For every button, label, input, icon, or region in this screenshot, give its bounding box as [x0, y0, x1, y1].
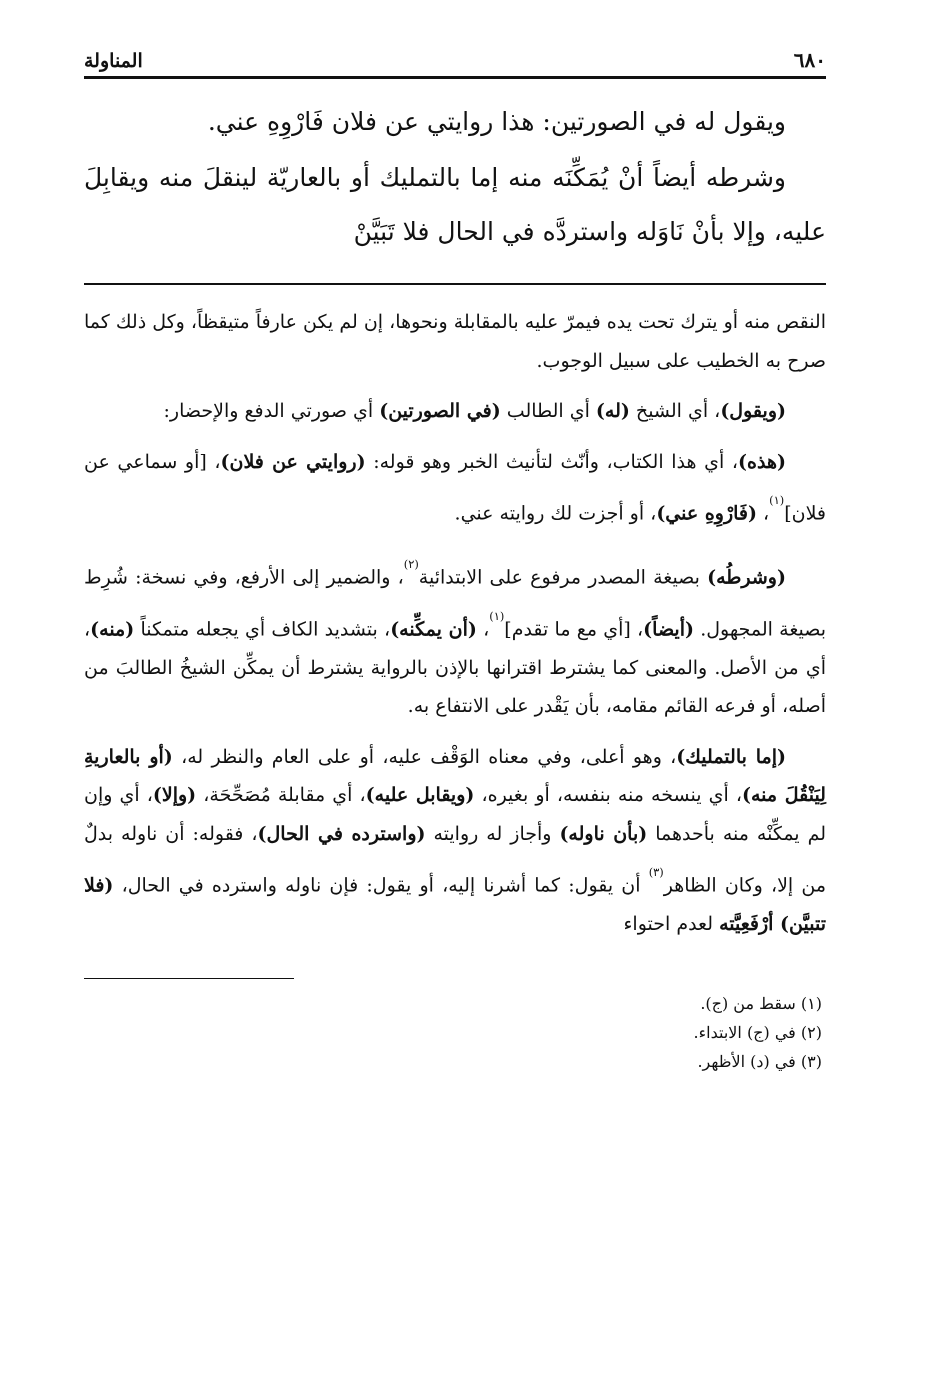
footnote-ref: (٣)	[648, 865, 664, 880]
matn-paragraph-1: ويقول له في الصورتين: هذا روايتي عن فلان فَارْوِهِ عني.	[207, 107, 786, 136]
footnote-ref: (١)	[489, 608, 505, 623]
text-run: أي الطالب	[500, 400, 596, 422]
text-run: ، [أي مع ما تقدم]	[504, 618, 644, 641]
quoted-term: (أن يمكِّنه)	[390, 618, 477, 641]
text-run: ، أي من الأصل. والمعنى كما يشترط اقترانها بالإذن بالرواية يشترط أن يمكِّن الشيخُ الطالبَ من أصله، أو فرعه القائم مقامه، بأن يَقْدر على الانتفاع به.	[84, 618, 826, 718]
text-run: لعدم احتواء	[623, 913, 720, 936]
footnote-ref: (٢)	[403, 556, 419, 571]
footnote-3: (٣) في (د) الأظهر.	[697, 1051, 822, 1071]
footnote-separator-rule	[84, 978, 294, 979]
footnote-ref: (١)	[769, 493, 785, 507]
quoted-term: (فلا تتبيَّن)	[84, 874, 826, 936]
section-title: المناولة	[84, 50, 143, 72]
commentary-paragraph-3	[84, 443, 826, 533]
quoted-term: (واسترده في الحال)	[257, 822, 426, 845]
text-run: ،	[757, 502, 770, 525]
quoted-term: أرْفَعِيَّته	[719, 913, 781, 936]
text-separator-rule	[84, 283, 826, 285]
quoted-term: (له)	[595, 400, 630, 422]
quoted-term: (فَارْوِهِ عني)	[656, 502, 757, 525]
text-run: ، أي مقابلة مُصَحِّحَة،	[196, 784, 366, 807]
text-run: أي صورتي الدفع والإحضار:	[163, 400, 380, 422]
quoted-term: (منه)	[90, 618, 135, 641]
quoted-term: (وإلا)	[152, 784, 197, 807]
text-run: وأجاز له روايته	[425, 822, 560, 845]
text-run: ، والضمير إلى الأرفع، وفي نسخة: شُرِط بصيغة المجهول.	[84, 566, 827, 641]
text-run: ، أو أجزت لك روايته عني.	[454, 502, 657, 525]
text-run: ، بتشديد الكاف أي يجعله متمكناً	[134, 618, 391, 641]
text-run: أن يقول: كما أشرنا إليه، أو يقول: فإن ناوله واسترده في الحال،	[113, 874, 649, 897]
commentary-paragraph-4	[84, 545, 826, 726]
commentary-paragraph-2	[84, 392, 826, 431]
text-run: ، أي وإن لم يمكِّنْه منه بأحدهما	[84, 784, 827, 845]
text-run: ، وهو أعلى، وفي معناه الوَقْف عليه، أو على العام والنظر له،	[172, 745, 677, 768]
matn-paragraph-2: وشرطه أيضاً أنْ يُمَكِّنَه منه إما بالتمليك أو بالعاريّة لينقلَ منه ويقابِلَ عليه، وإلا بأنْ نَاوَله واستردَّه في الحال فلا تَبَيَّنْ	[84, 163, 826, 246]
quoted-term: (ويقابل عليه)	[365, 784, 475, 807]
quoted-term: (ويقول)	[720, 400, 786, 422]
text-run: ، فقوله: أن ناوله بدلٌ من إلا، وكان الظاهر	[84, 822, 826, 897]
quoted-term: (أو بالعاريةِ لِيَنْقُلَ منه)	[84, 745, 826, 807]
quoted-term: (أيضاً)	[643, 618, 694, 641]
text-run: ، [أو سماعي عن فلان]	[84, 450, 826, 525]
quoted-term: (وشرطُه)	[707, 566, 786, 589]
footnotes	[84, 989, 826, 1076]
text-run: ، أي ينسخه منه بنفسه، أو بغيره،	[474, 784, 742, 807]
footnote-2: (٢) في (ج) الابتداء.	[693, 1022, 822, 1042]
page-content	[84, 40, 826, 1076]
quoted-term: (هذه)	[738, 450, 786, 473]
text-run: بصيغة المصدر مرفوع على الابتدائية	[418, 566, 708, 589]
running-header	[84, 40, 826, 79]
text-run: ، أي الشيخ	[629, 400, 721, 422]
commentary-paragraph-5	[84, 738, 826, 944]
footnote-1: (١) سقط من (ج).	[700, 993, 822, 1013]
quoted-term: (إما بالتمليك)	[676, 745, 787, 768]
quoted-term: (روايتي عن فلان)	[220, 450, 366, 473]
commentary-paragraph-1: النقص منه أو يترك تحت يده فيمرّ عليه بالمقابلة ونحوها، إن لم يكن عارفاً متيقظاً، وكل ذلك كما صرح به الخطيب على سبيل الوجوب.	[84, 311, 826, 372]
text-run: ، أي هذا الكتاب، وأنّث لتأنيث الخبر وهو قوله:	[365, 450, 739, 473]
page-number: ٦٨٠	[793, 48, 826, 72]
main-text	[84, 95, 826, 259]
quoted-term: (بأن ناوله)	[559, 822, 648, 845]
commentary-text	[84, 303, 826, 944]
text-run: ،	[476, 618, 490, 641]
quoted-term: (في الصورتين)	[379, 400, 501, 422]
